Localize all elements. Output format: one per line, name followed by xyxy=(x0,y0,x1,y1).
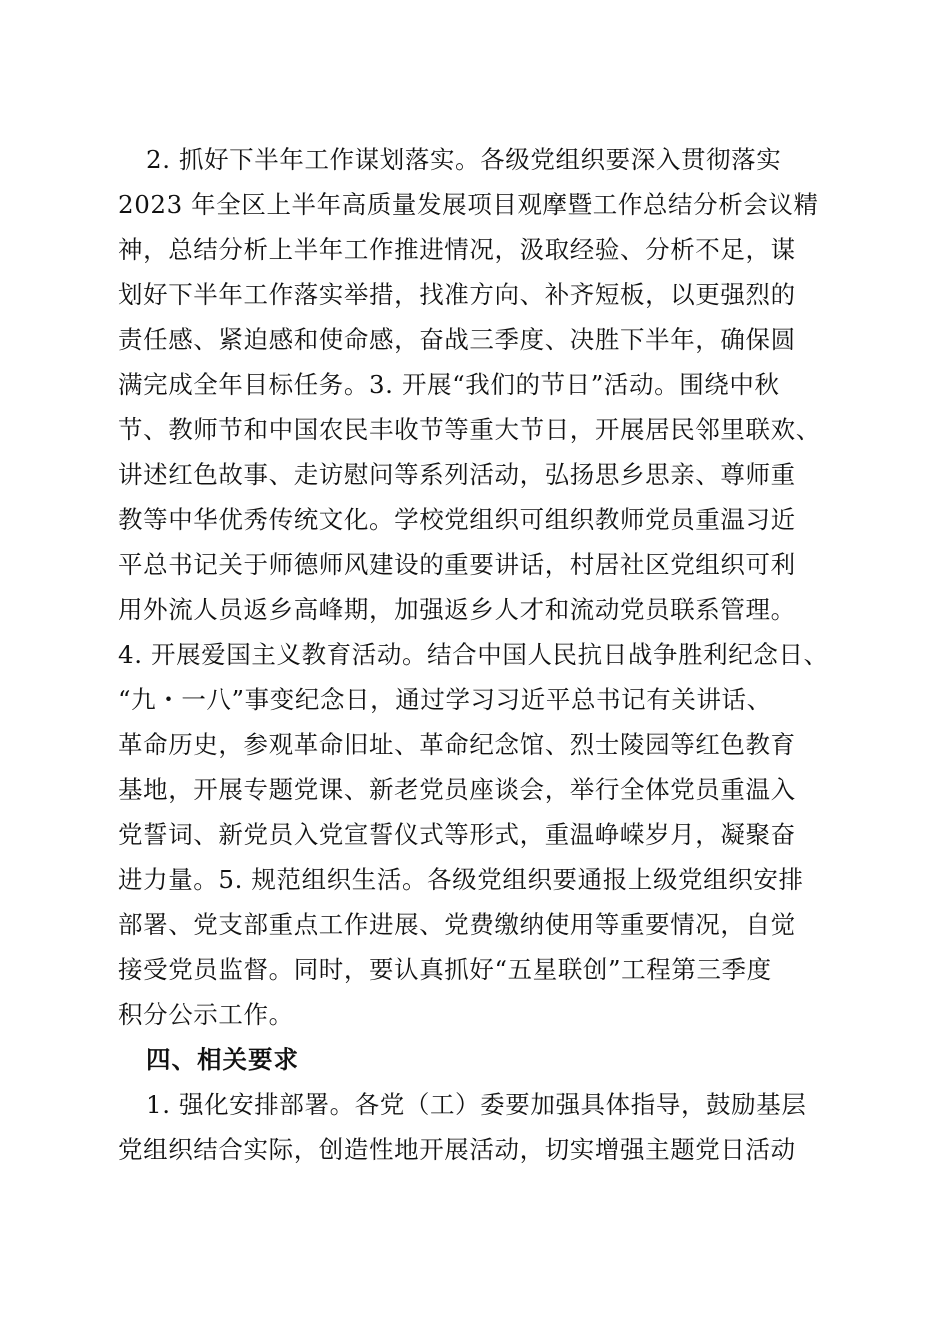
paragraph-line: 平总书记关于师德师风建设的重要讲话，村居社区党组织可利 xyxy=(118,550,796,579)
paragraph-line: 4. 开展爱国主义教育活动。结合中国人民抗日战争胜利纪念日、 xyxy=(118,640,829,669)
paragraph-line: 1. 强化安排部署。各党（工）委要加强具体指导，鼓励基层 xyxy=(146,1090,807,1119)
paragraph-line: 用外流人员返乡高峰期，加强返乡人才和流动党员联系管理。 xyxy=(118,595,796,624)
section-heading: 四、相关要求 xyxy=(146,1045,299,1074)
paragraph-line: 责任感、紧迫感和使命感，奋战三季度、决胜下半年，确保圆 xyxy=(118,325,796,354)
paragraph-line: 节、教师节和中国农民丰收节等重大节日，开展居民邻里联欢、 xyxy=(118,415,821,444)
paragraph-line: 部署、党支部重点工作进展、党费缴纳使用等重要情况，自觉 xyxy=(118,910,796,939)
paragraph-line: 教等中华优秀传统文化。学校党组织可组织教师党员重温习近 xyxy=(118,505,796,534)
paragraph-line: 党誓词、新党员入党宣誓仪式等形式，重温峥嵘岁月，凝聚奋 xyxy=(118,820,796,849)
paragraph-line: 进力量。5. 规范组织生活。各级党组织要通报上级党组织安排 xyxy=(118,865,804,894)
paragraph-line: 基地，开展专题党课、新老党员座谈会，举行全体党员重温入 xyxy=(118,775,796,804)
paragraph-line: “九・一八”事变纪念日，通过学习习近平总书记有关讲话、 xyxy=(118,685,772,714)
paragraph-line: 党组织结合实际，创造性地开展活动，切实增强主题党日活动 xyxy=(118,1135,796,1164)
paragraph-line: 划好下半年工作落实举措，找准方向、补齐短板，以更强烈的 xyxy=(118,280,796,309)
paragraph-line: 2. 抓好下半年工作谋划落实。各级党组织要深入贯彻落实 xyxy=(146,145,782,174)
paragraph-line: 2023 年全区上半年高质量发展项目观摩暨工作总结分析会议精 xyxy=(118,190,819,219)
paragraph-line: 接受党员监督。同时，要认真抓好“五星联创”工程第三季度 xyxy=(118,955,772,984)
paragraph-line: 满完成全年目标任务。3. 开展“我们的节日”活动。围绕中秋 xyxy=(118,370,780,399)
paragraph-line: 积分公示工作。 xyxy=(118,1000,294,1029)
paragraph-line: 讲述红色故事、走访慰问等系列活动，弘扬思乡思亲、尊师重 xyxy=(118,460,796,489)
paragraph-line: 革命历史，参观革命旧址、革命纪念馆、烈士陵园等红色教育 xyxy=(118,730,796,759)
paragraph-line: 神，总结分析上半年工作推进情况，汲取经验、分析不足，谋 xyxy=(118,235,796,264)
